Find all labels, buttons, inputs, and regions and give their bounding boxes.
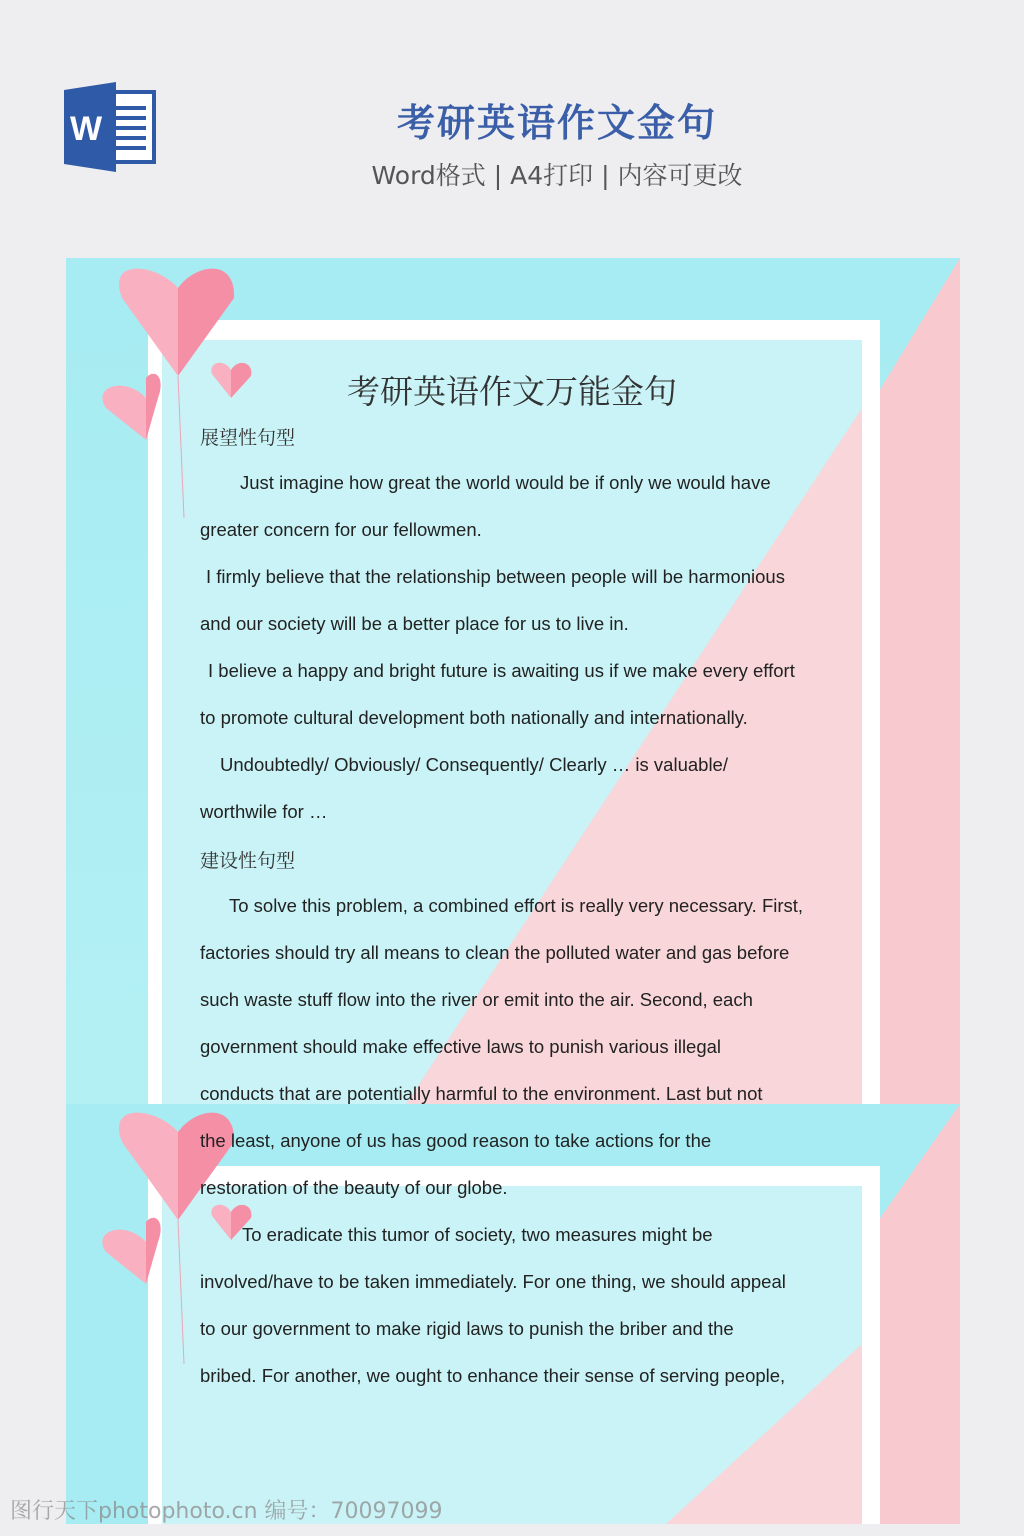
text-line: restoration of the beauty of our globe.: [200, 1177, 508, 1198]
document-page-2: [66, 1104, 960, 1524]
document-title: 考研英语作文万能金句: [347, 372, 677, 411]
text-line: Just imagine how great the world would be if only we would have: [240, 472, 771, 493]
text-line: bribed. For another, we ought to enhance their sense of serving people,: [200, 1365, 786, 1386]
text-line: and our society will be a better place for us to live in.: [200, 613, 629, 634]
text-line: factories should try all means to clean the polluted water and gas before: [200, 942, 790, 963]
text-line: government should make effective laws to punish various illegal: [200, 1036, 722, 1057]
text-line: the least, anyone of us has good reason to take actions for the: [200, 1130, 712, 1151]
text-line: such waste stuff flow into the river or emit into the air. Second, each: [200, 989, 753, 1010]
text-line: worthwile for …: [200, 801, 328, 822]
section-heading-outlook: 展望性句型: [200, 427, 296, 449]
page-background: [66, 1104, 960, 1524]
text-line: I believe a happy and bright future is awaiting us if we make every effort: [208, 660, 795, 681]
text-line: involved/have to be taken immediately. For one thing, we should appeal: [200, 1271, 786, 1292]
text-line: Undoubtedly/ Obviously/ Consequently/ Clearly … is valuable/: [220, 754, 728, 775]
text-line: I firmly believe that the relationship between people will be harmonious: [206, 566, 785, 587]
text-line: To eradicate this tumor of society, two measures might be: [242, 1224, 713, 1245]
text-line: to our government to make rigid laws to punish the briber and the: [200, 1318, 734, 1339]
text-line: greater concern for our fellowmen.: [200, 519, 482, 540]
word-icon-letter: W: [70, 110, 103, 148]
watermark: 图行天下photophoto.cn 编号：70097099: [10, 1499, 443, 1524]
text-line: conducts that are potentially harmful to the environment. Last but not: [200, 1083, 763, 1104]
page-subtitle: Word格式 | A4打印 | 内容可更改: [371, 161, 743, 190]
text-line: to promote cultural development both nationally and internationally.: [200, 707, 748, 728]
text-line: To solve this problem, a combined effort is really very necessary. First,: [229, 895, 804, 916]
header: [0, 0, 1024, 250]
word-doc-icon: [64, 82, 156, 172]
section-heading-constructive: 建设性句型: [200, 850, 296, 872]
page-title: 考研英语作文金句: [396, 101, 717, 145]
